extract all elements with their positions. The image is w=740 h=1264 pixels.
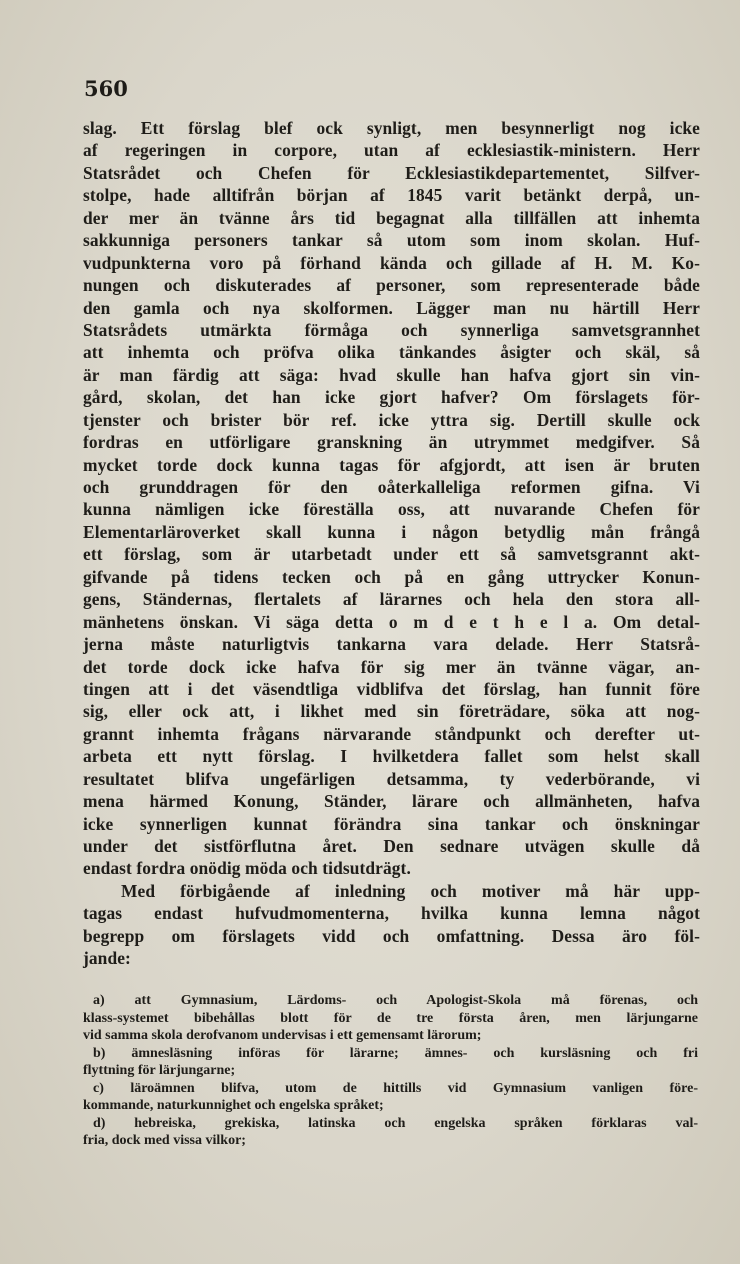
text-line: mycket torde dock kunna tagas för afgjordt, att isen är bruten	[83, 454, 700, 475]
text-line: under det sistförflutna året. Den sednare utvägen skulle då	[83, 836, 700, 856]
text-line: gens, Ständernas, flertalets af lärarnes och hela den stora all-	[83, 589, 700, 610]
page-number: 560	[84, 76, 128, 101]
text-line: Med förbigående af inledning och motiver må här upp-	[121, 880, 700, 901]
body-text	[83, 117, 700, 970]
text-line: resultatet blifva ungefärligen detsamma, ty vederbörande, vi	[83, 768, 700, 789]
text-line: sakkunniga personers tankar så utom som inom skolan. Huf-	[83, 230, 700, 251]
text-line: der mer än tvänne års tid begagnat alla tillfällen att inhemta	[83, 207, 700, 228]
list-item-line: a) att Gymnasium, Lärdoms- och Apologist-Skola må förenas, och	[93, 993, 698, 1008]
text-line: sig, eller ock att, i likhet med sin företrädare, söka att nog-	[83, 701, 700, 722]
text-line: jerna måste naturligtvis tankarna vara delade. Herr Statsrå-	[83, 634, 700, 655]
text-line: af regeringen in corpore, utan af ecklesiastik-ministern. Herr	[83, 140, 700, 161]
text-line: fordras en utförligare granskning än utrymmet medgifver. Så	[83, 432, 700, 453]
list-item-line: kommande, naturkunnighet och engelska språket;	[83, 1098, 384, 1113]
text-line: stolpe, hade alltifrån början af 1845 varit betänkt derpå, un-	[83, 185, 700, 206]
text-line: grannt inhemta frågans närvarande ståndpunkt och derefter ut-	[83, 723, 700, 744]
list-item-line: d) hebreiska, grekiska, latinska och engelska språken förklaras val-	[93, 1115, 698, 1131]
text-line: mena härmed Konung, Ständer, lärare och allmänheten, hafva	[83, 791, 700, 812]
text-line: mänhetens önskan. Vi säga detta o m d e t h e l a. Om detal-	[83, 611, 700, 632]
text-line: nungen och diskuterades af personer, som representerade både	[83, 275, 700, 296]
text-line: den gamla och nya skolformen. Lägger man nu härtill Herr	[83, 297, 700, 318]
text-line: ett förslag, som är utarbetadt under ett så samvetsgrannt akt-	[83, 544, 700, 565]
text-line: icke synnerligen kunnat förändra sina tankar och önskningar	[83, 813, 700, 834]
text-line: Statsrådet och Chefen för Ecklesiastikdepartementet, Silfver-	[83, 162, 700, 183]
text-line: Elementarläroverket skall kunna i någon betydlig mån frångå	[83, 521, 700, 542]
list-item-line: b) ämnesläsning införas för lärarne; ämnes- och kursläsning och fri	[93, 1045, 698, 1061]
text-line: Statsrådets utmärkta förmåga och synnerliga samvetsgrannhet	[83, 319, 700, 340]
proposal-list	[83, 992, 698, 1150]
list-item-line: klass-systemet bibehållas blott för de tre första åren, men lärjungarne	[83, 1010, 698, 1026]
list-item-line: vid samma skola derofvanom undervisas i ett gemensamt lärorum;	[83, 1028, 482, 1043]
text-line: att inhemta och pröfva olika tänkandes åsigter och skäl, så	[83, 342, 700, 363]
text-line: tjenster och brister bör ref. icke yttra sig. Dertill skulle ock	[83, 409, 700, 430]
text-line: jande:	[83, 948, 131, 969]
text-line: slag. Ett förslag blef ock synligt, men besynnerligt nog icke	[83, 118, 700, 138]
text-line: tingen att i det väsendtliga vidblifva det förslag, han funnit före	[83, 678, 700, 699]
text-line: tagas endast hufvudmomenterna, hvilka kunna lemna något	[83, 903, 700, 924]
text-line: och grunddragen för den oåterkalleliga reformen gifna. Vi	[83, 477, 700, 497]
text-line: det torde dock icke hafva för sig mer än tvänne vägar, an-	[83, 656, 700, 677]
text-line: begrepp om förslagets vidd och omfattning. Dessa äro föl-	[83, 925, 700, 946]
text-line: arbeta ett nytt förslag. I hvilketdera fallet som helst skall	[83, 746, 700, 767]
list-item-line: c) läroämnen blifva, utom de hittills vid Gymnasium vanligen före-	[93, 1080, 698, 1096]
text-line: vudpunkterna voro på förhand kända och gillade af H. M. Ko-	[83, 252, 700, 273]
list-item-line: flyttning för lärjungarne;	[83, 1063, 236, 1078]
text-line: kunna nämligen icke föreställa oss, att nuvarande Chefen för	[83, 499, 700, 520]
text-line: endast fordra onödig möda och tidsutdrägt.	[83, 858, 411, 879]
list-item-line: fria, dock med vissa vilkor;	[83, 1133, 246, 1148]
text-line: gifvande på tidens tecken och på en gång uttrycker Konun-	[83, 566, 700, 587]
text-line: är man färdig att säga: hvad skulle han hafva gjort sin vin-	[83, 364, 700, 385]
text-line: gård, skolan, det han icke gjort hafver? Om förslagets för-	[83, 387, 700, 408]
